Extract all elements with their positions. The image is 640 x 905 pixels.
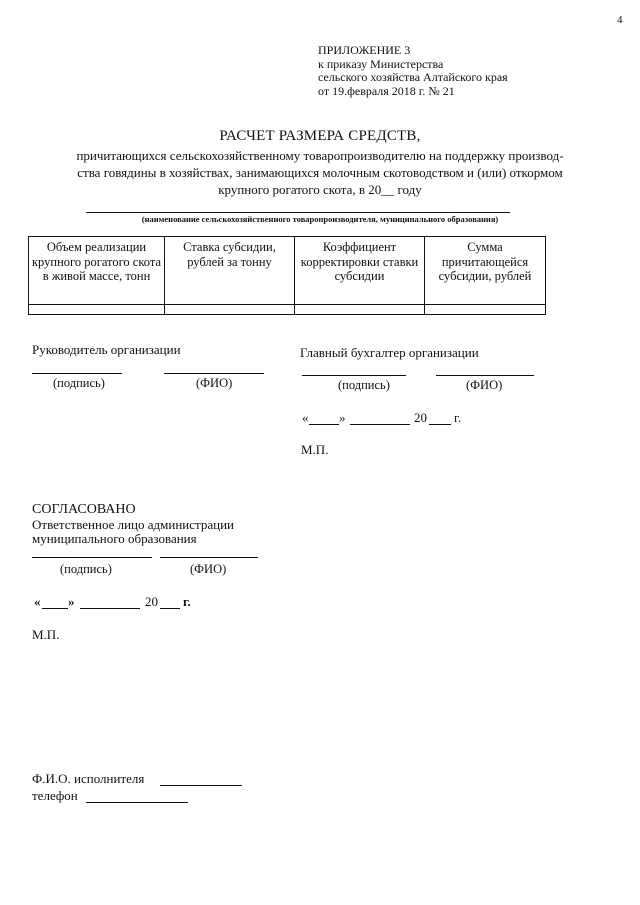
head-signature-caption: (подпись) <box>53 376 105 390</box>
approval-name-line[interactable] <box>160 557 258 558</box>
accountant-name-caption: (ФИО) <box>466 378 503 392</box>
page-number: 4 <box>617 14 623 26</box>
appendix-line: к приказу Министерства <box>318 56 444 71</box>
approval-year-prefix: 20 <box>145 594 158 609</box>
table-cell[interactable] <box>295 305 425 315</box>
appendix-heading: ПРИЛОЖЕНИЕ 3 <box>318 43 411 57</box>
head-name-line[interactable] <box>164 373 264 374</box>
executor-phone-label: телефон <box>32 788 78 803</box>
table-cell[interactable] <box>165 305 295 315</box>
column-header-amount: Сумма причитающейся субсидии, рублей <box>425 237 546 305</box>
subtitle-line: причитающихся сельскохозяйственному товаропроизводителю на поддержку производ- <box>76 148 564 163</box>
approval-year-line[interactable] <box>160 608 180 609</box>
approval-name-caption: (ФИО) <box>190 562 227 576</box>
approval-day-line[interactable] <box>42 608 68 609</box>
table-cell[interactable] <box>29 305 165 315</box>
approval-line: муниципального образования <box>32 531 197 546</box>
approval-signature-caption: (подпись) <box>60 562 112 576</box>
column-header-rate: Ставка субсидии, рублей за тонну <box>165 237 295 305</box>
appendix-line: сельского хозяйства Алтайского края <box>318 70 508 84</box>
accountant-signature-caption: (подпись) <box>338 378 390 392</box>
executor-name-line[interactable] <box>160 785 242 786</box>
subtitle-line: крупного рогатого скота, в 20__ году <box>218 182 422 197</box>
approval-seal: М.П. <box>32 627 60 642</box>
producer-name-line <box>86 212 510 213</box>
document-subtitle <box>30 147 610 198</box>
approval-year-suffix: г. <box>183 594 191 609</box>
accountant-year-prefix: 20 <box>414 410 427 425</box>
head-name-caption: (ФИО) <box>196 376 233 390</box>
executor-name-label: Ф.И.О. исполнителя <box>32 771 145 786</box>
head-title: Руководитель организации <box>32 342 181 357</box>
table-header-row <box>29 237 546 305</box>
accountant-month-line[interactable] <box>350 424 410 425</box>
document-title: РАСЧЕТ РАЗМЕРА СРЕДСТВ, <box>219 128 421 144</box>
producer-name-caption: (наименование сельскохозяйственного товаропроизводителя, муниципального образования) <box>141 214 499 224</box>
approval-month-line[interactable] <box>80 608 140 609</box>
appendix-block <box>318 44 508 98</box>
approval-signature-line[interactable] <box>32 557 152 558</box>
accountant-date-open: « <box>302 410 309 425</box>
table-cell[interactable] <box>425 305 546 315</box>
approval-heading: СОГЛАСОВАНО <box>32 502 136 517</box>
calculation-table <box>28 236 546 315</box>
accountant-date-close: » <box>339 410 346 425</box>
executor-phone-line[interactable] <box>86 802 188 803</box>
accountant-year-line[interactable] <box>429 424 451 425</box>
accountant-name-line[interactable] <box>436 375 534 376</box>
accountant-day-line[interactable] <box>309 424 339 425</box>
head-signature-line[interactable] <box>32 373 122 374</box>
accountant-title: Главный бухгалтер организации <box>300 345 479 360</box>
accountant-seal: М.П. <box>301 442 329 457</box>
column-header-coefficient: Коэффициент корректировки ставки субсидии <box>295 237 425 305</box>
appendix-line: от 19.февраля 2018 г. № 21 <box>318 83 455 98</box>
accountant-year-suffix: г. <box>454 410 462 425</box>
approval-date-open: « <box>34 594 41 609</box>
column-header-volume: Объем реализации крупного рогатого скота в живой массе, тонн <box>29 237 165 305</box>
subtitle-line: ства говядины в хозяйствах, занимающихся молочным скотоводством и (или) откормом <box>77 165 563 180</box>
accountant-signature-line[interactable] <box>302 375 406 376</box>
approval-date-close: » <box>68 594 75 609</box>
approval-line: Ответственное лицо администрации <box>32 517 235 532</box>
table-row <box>29 305 546 315</box>
